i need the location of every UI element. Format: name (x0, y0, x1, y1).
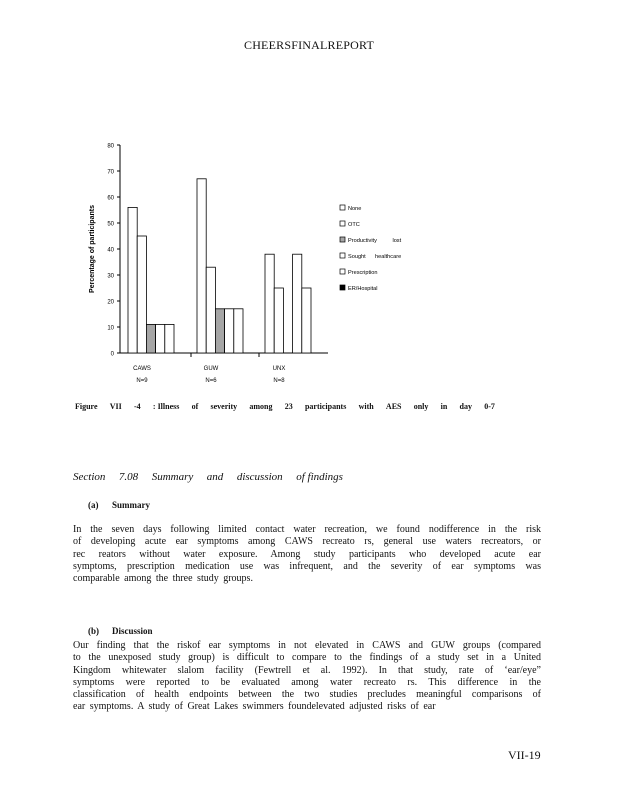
legend-swatch-otc (340, 221, 345, 226)
discussion-paragraph (73, 640, 541, 714)
legend-swatch-er-hospital (340, 285, 345, 290)
y-tick-label: 10 (107, 325, 114, 332)
legend-swatch-productivity-lost (340, 237, 345, 242)
heading-word: of findings (296, 471, 343, 483)
caption-word: of (191, 402, 199, 411)
heading-word: Section (73, 471, 106, 483)
caption-word: Figure (75, 402, 98, 411)
x-category-label: GUW (203, 366, 219, 372)
x-category-count: N=8 (273, 378, 285, 384)
text-line: ear symptoms. A study of Great Lakes swimmers foundelevated adjusted risks of ear (73, 701, 436, 713)
bar-otc-unx (274, 288, 283, 353)
caption-word: AES (385, 402, 402, 411)
caption-word: among (249, 402, 273, 411)
bar-prescription-unx (302, 288, 311, 353)
y-tick-label: 70 (107, 169, 114, 176)
text-line: classification of health endpoints between the two studies precludes meaningful comparisons of (73, 689, 541, 701)
summary-paragraph (73, 524, 541, 585)
discussion-title: Discussion (112, 626, 153, 636)
legend-label: Productivity lost (348, 238, 402, 244)
legend-label: Sought healthcare (348, 254, 402, 260)
caption-word: in (440, 402, 448, 411)
page-number: VII-19 (508, 748, 541, 762)
legend-swatch-prescription (340, 269, 345, 274)
bar-none-unx (265, 254, 274, 353)
y-tick-label: 40 (107, 247, 114, 254)
text-line: symptoms were reported to be evaluated among water recreato rs. This difference in the (73, 676, 541, 688)
y-tick-label: 50 (107, 221, 114, 228)
text-line: In the seven days following limited contact water recreation, we found nodifference in the risk (73, 524, 541, 535)
bar-none-caws (128, 207, 137, 353)
legend-swatch-none (340, 205, 345, 210)
y-tick-label: 80 (107, 143, 114, 150)
y-tick-label: 60 (107, 195, 114, 202)
text-line: to the unexposed study group) is difficult to compare to the findings of a study set in a United (73, 652, 541, 664)
discussion-label: (b) (88, 626, 99, 636)
text-line: symptoms, prescription medication use was infrequent, and the severity of ear symptoms was (73, 560, 541, 572)
bar-otc-caws (137, 236, 146, 353)
caption-word: only (413, 402, 429, 411)
summary-label: (a) (88, 500, 99, 510)
text-line: Our finding that the riskof ear symptoms in not elevated in CAWS and GUW groups (compared (73, 640, 541, 651)
running-header: CHEERSFINALREPORT (243, 38, 375, 52)
caption-word: VII (109, 402, 122, 411)
caption-word: : Illness (152, 402, 180, 411)
legend-label: OTC (348, 222, 360, 228)
heading-word: Summary (151, 471, 194, 483)
y-axis-label: Percentage of participants (89, 205, 96, 293)
legend-label: None (348, 206, 362, 212)
discussion-heading (88, 626, 153, 636)
caption-word: 0-7 (484, 402, 495, 411)
y-tick-label: 0 (110, 351, 114, 358)
bar-productivity-lost-guw (215, 309, 224, 353)
legend-swatch-sought-healthcare (340, 253, 345, 258)
bar-otc-guw (206, 267, 215, 353)
caption-word: day (459, 402, 472, 411)
caption-word: -4 (134, 402, 141, 411)
bar-prescription-guw (234, 309, 243, 353)
text-line: comparable among the three study groups. (73, 573, 253, 585)
bar-sought-healthcare-guw (225, 309, 234, 353)
caption-word: participants (304, 402, 347, 411)
bar-sought-healthcare-caws (156, 324, 165, 353)
y-tick-label: 30 (107, 273, 114, 280)
summary-heading (88, 500, 150, 510)
x-category-label: CAWS (133, 366, 151, 372)
x-category-count: N=9 (136, 378, 148, 384)
heading-word: and (206, 471, 224, 483)
caption-word: 23 (284, 402, 293, 411)
legend-label: Prescription (348, 270, 378, 276)
figure-caption (75, 402, 495, 411)
caption-word: with (358, 402, 374, 411)
bar-productivity-lost-caws (146, 324, 155, 353)
text-line: of developing acute ear symptoms among CAWS recreato rs, general use waters recreators, or (73, 536, 541, 548)
caption-word: severity (210, 402, 238, 411)
text-line: Kingdom whitewater slalom facility (Fewtrell et al. 1992). In that study, rate of ‘ear/eye” (73, 664, 541, 676)
text-line: rec reators without water exposure. Among study participants who developed acute ear (73, 548, 541, 560)
section-heading (73, 471, 343, 483)
x-category-count: N=6 (205, 378, 217, 384)
severity-bar-chart (80, 135, 440, 395)
heading-word: 7.08 (118, 471, 139, 483)
heading-word: discussion (236, 471, 283, 483)
y-tick-label: 20 (107, 299, 114, 306)
bar-prescription-caws (165, 324, 174, 353)
x-category-label: UNX (272, 366, 286, 372)
bar-sought-healthcare-unx (293, 254, 302, 353)
summary-title: Summary (112, 500, 150, 510)
bar-none-guw (197, 179, 206, 353)
legend-label: ER/Hospital (348, 286, 378, 292)
